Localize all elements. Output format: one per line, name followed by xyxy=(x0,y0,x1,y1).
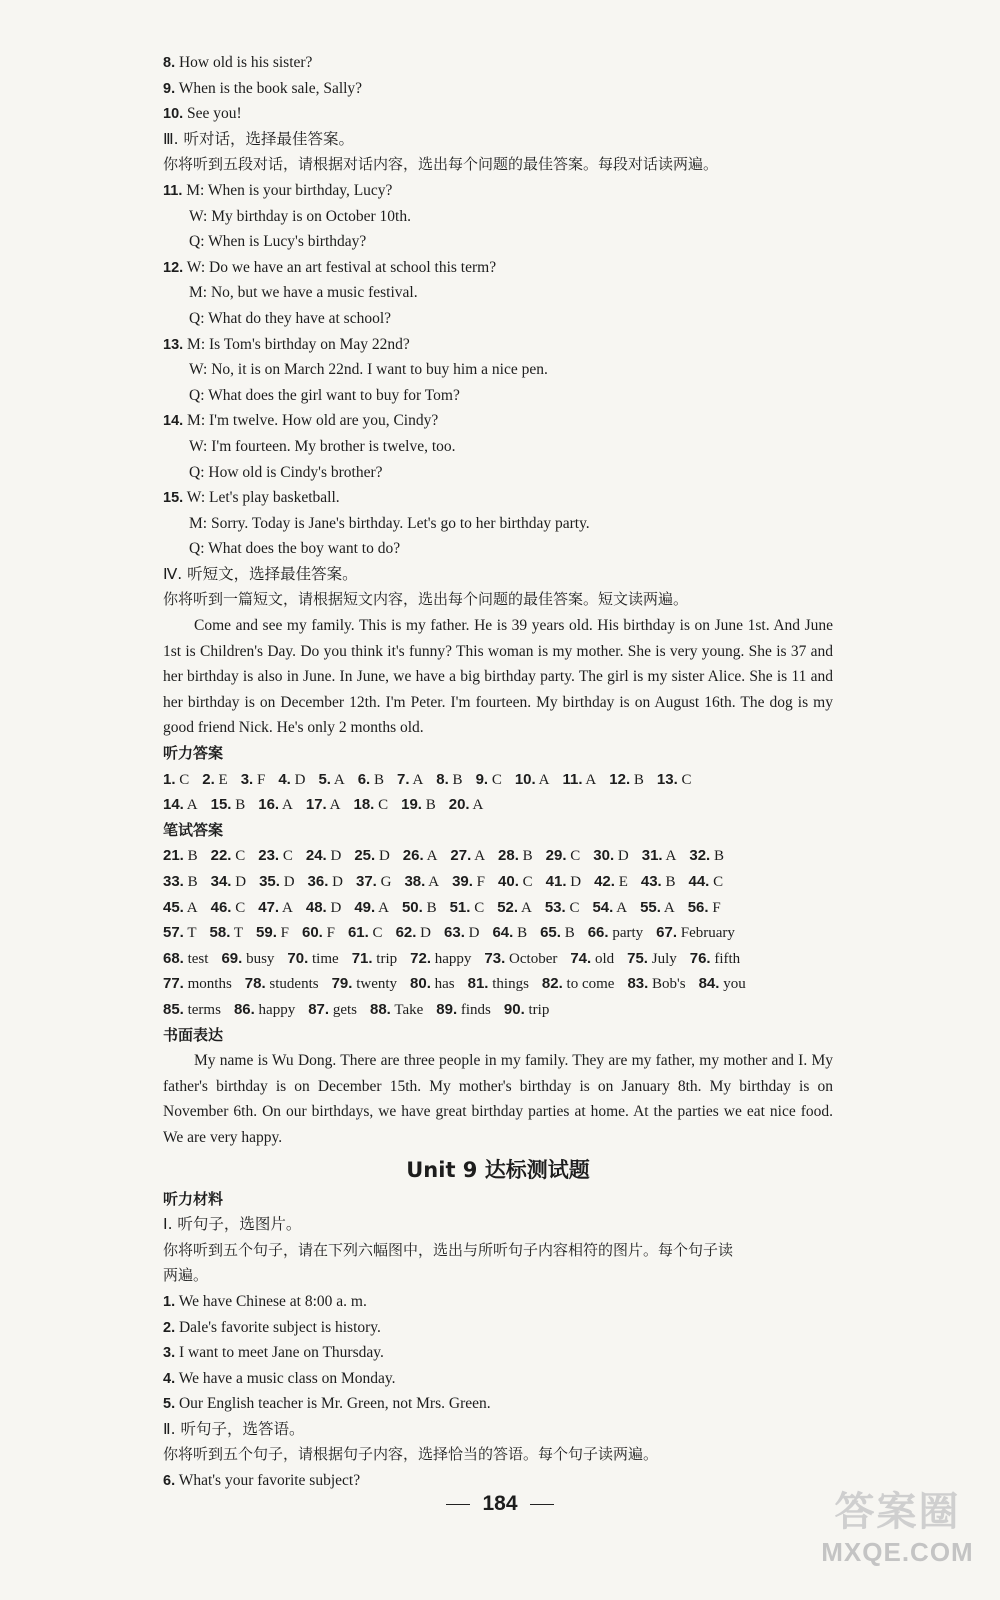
answer-item: 77. months xyxy=(163,975,232,993)
answer-item: 44. C xyxy=(688,873,724,890)
answer-item: 52. A xyxy=(497,898,532,916)
unit9-section-2-instructions: 你将听到五个句子，请根据句子内容，选择恰当的答语。每个句子读两遍。 xyxy=(163,1445,659,1464)
answer-item: 61. C xyxy=(347,924,383,942)
answer-item: 26. A xyxy=(402,847,438,865)
answer-item: 4. D xyxy=(278,770,306,788)
answer-item: 27. A xyxy=(450,847,486,865)
sentence: 3. I want to meet Jane on Thursday. xyxy=(163,1344,384,1362)
unit9-section-1-heading: Ⅰ. 听句子，选图片。 xyxy=(163,1215,302,1234)
answer-item: 24. D xyxy=(305,847,342,865)
answer-item: 38. A xyxy=(404,873,440,890)
writing-heading: 书面表达 xyxy=(163,1025,224,1044)
dialog: 14. M: I'm twelve. How old are you, Cindy? W: I'm fourteen. My brother is twelve, too. Q: How old is Cindy's brother? xyxy=(163,412,456,481)
answer-item: 90. trip xyxy=(503,1000,550,1018)
listening-answers xyxy=(163,767,833,818)
sentence: 1. We have Chinese at 8:00 a. m. xyxy=(163,1292,367,1310)
top-lines xyxy=(163,50,833,127)
dialog: 13. M: Is Tom's birthday on May 22nd? W: No, it is on March 22nd. I want to buy him a nice pen. Q: What does the girl want to buy for Tom? xyxy=(163,335,548,404)
answer-item: 79. twenty xyxy=(331,975,398,993)
answer-item: 29. C xyxy=(545,847,581,865)
answer-item: 3. F xyxy=(240,770,266,788)
answer-item: 31. A xyxy=(641,847,677,865)
answer-item: 1. C xyxy=(163,770,190,788)
listening-answers-heading: 听力答案 xyxy=(163,744,224,763)
answer-item: 15. B xyxy=(210,796,246,814)
answer-item: 21. B xyxy=(163,847,198,865)
question-line: 8. How old is his sister? xyxy=(163,54,313,71)
answer-item: 88. Take xyxy=(370,1000,424,1018)
answer-item: 63. D xyxy=(444,924,480,942)
answer-item: 5. A xyxy=(318,770,345,788)
sentence: 4. We have a music class on Monday. xyxy=(163,1369,396,1387)
answer-item: 19. B xyxy=(401,796,436,814)
answer-item: 18. C xyxy=(353,796,389,814)
answer-item: 40. C xyxy=(498,873,533,890)
answer-item: 30. D xyxy=(593,847,629,865)
answer-item: 14. A xyxy=(163,796,198,814)
answer-item: 86. happy xyxy=(233,1000,296,1018)
answer-item: 35. D xyxy=(259,873,295,890)
answer-item: 9. C xyxy=(475,770,502,788)
answer-item: 28. B xyxy=(498,847,533,865)
answer-item: 57. T xyxy=(163,924,197,942)
answer-item: 36. D xyxy=(307,873,343,890)
answer-item: 42. E xyxy=(594,873,628,890)
answer-item: 8. B xyxy=(436,770,463,788)
answer-item: 13. C xyxy=(656,770,692,788)
section-4-heading: Ⅳ. 听短文，选择最佳答案。 xyxy=(163,564,358,583)
section-3-instructions: 你将听到五段对话，请根据对话内容，选出每个问题的最佳答案。每段对话读两遍。 xyxy=(163,155,719,174)
answer-item: 56. F xyxy=(687,898,721,916)
answer-item: 23. C xyxy=(258,847,293,865)
answer-item: 59. F xyxy=(256,924,289,942)
sentence: 6. What's your favorite subject? xyxy=(163,1472,361,1490)
answer-item: 7. A xyxy=(397,770,424,788)
answer-item: 12. B xyxy=(609,770,644,788)
answer-item: 43. B xyxy=(640,873,676,890)
answer-item: 81. things xyxy=(467,975,529,993)
answer-item: 32. B xyxy=(689,847,724,865)
answer-item: 41. D xyxy=(545,873,582,890)
answer-item: 62. D xyxy=(395,924,432,942)
answer-item: 51. C xyxy=(449,898,485,916)
answer-item: 47. A xyxy=(258,898,293,916)
answer-row xyxy=(163,895,833,921)
answer-item: 10. A xyxy=(514,770,550,788)
answer-item: 75. July xyxy=(627,949,677,967)
answer-row xyxy=(163,946,833,972)
answer-item: 17. A xyxy=(305,796,341,814)
answer-row xyxy=(163,869,833,895)
answer-item: 53. C xyxy=(544,898,580,916)
answer-item: 55. A xyxy=(640,898,675,916)
answer-item: 76. fifth xyxy=(689,949,741,967)
answer-item: 80. has xyxy=(410,975,455,993)
answer-item: 34. D xyxy=(210,873,247,890)
answer-item: 6. B xyxy=(357,770,384,788)
answer-item: 70. time xyxy=(287,949,339,967)
written-answers-heading: 笔试答案 xyxy=(163,820,224,839)
answer-item: 54. A xyxy=(592,898,628,916)
dialog: 12. W: Do we have an art festival at school this term? M: No, but we have a music festival. Q: What do they have at school? xyxy=(163,258,497,327)
answer-row xyxy=(163,971,833,997)
answer-item: 68. test xyxy=(163,949,209,967)
answer-item: 22. C xyxy=(210,847,246,865)
written-answers xyxy=(163,843,833,1022)
answer-item: 73. October xyxy=(484,949,558,967)
answer-item: 72. happy xyxy=(410,949,472,967)
answer-item: 78. students xyxy=(244,975,319,993)
answer-item: 71. trip xyxy=(351,949,398,967)
answer-item: 11. A xyxy=(562,770,597,788)
unit-title: Unit 9 达标测试题 xyxy=(406,1157,590,1182)
dialog: 11. M: When is your birthday, Lucy? W: My birthday is on October 10th. Q: When is Lucy's birthday? xyxy=(163,181,411,251)
listening-passage: Come and see my family. This is my father. He is 39 years old. His birthday is on June 1st. And June 1st is Children's Day. Do you think it's funny? This woman is my mother. She is very young. She is 37 and her birthday is also in June. In June, we have a big birthday party. The girl is my sister Alice. She is 11 and her birthday is on December 12th. I'm Peter. I'm fourteen. My birthday is on August 16th. The dog is my good friend Nick. He's only 2 months old. xyxy=(163,617,833,737)
sentence: 5. Our English teacher is Mr. Green, not Mrs. Green. xyxy=(163,1395,491,1413)
answer-item: 46. C xyxy=(210,898,246,916)
section-4-instructions: 你将听到一篇短文，请根据短文内容，选出每个问题的最佳答案。短文读两遍。 xyxy=(163,590,689,609)
watermark-logo xyxy=(815,1480,980,1575)
answer-row xyxy=(163,767,833,793)
answer-item: 37. G xyxy=(355,873,392,890)
answer-row xyxy=(163,997,833,1023)
answer-row xyxy=(163,920,833,946)
answer-item: 2. E xyxy=(202,770,228,788)
answer-row xyxy=(163,843,833,869)
writing-passage: My name is Wu Dong. There are three people in my family. They are my father, my mother and I. My father's birthday is on December 15th. My mother's birthday is on January 8th. My birthday is on November 6th. On our birthdays, we have great birthday parties at home. At the parties we eat nice food. We are very happy. xyxy=(163,1052,833,1146)
answer-item: 58. T xyxy=(209,924,244,942)
answer-item: 69. busy xyxy=(221,949,275,967)
answer-item: 45. A xyxy=(163,898,198,916)
watermark-url: MXQE.COM xyxy=(821,1537,974,1567)
answer-row xyxy=(163,792,833,818)
section-3-heading: Ⅲ. 听对话，选择最佳答案。 xyxy=(163,129,355,148)
listening-materials-heading: 听力材料 xyxy=(163,1189,224,1208)
answer-item: 50. B xyxy=(401,898,437,916)
answer-item: 87. gets xyxy=(308,1000,357,1018)
answer-item: 65. B xyxy=(540,924,575,942)
question-line: 9. When is the book sale, Sally? xyxy=(163,79,363,97)
answer-item: 33. B xyxy=(163,873,198,890)
page-content xyxy=(163,50,833,1494)
answer-item: 74. old xyxy=(570,949,615,967)
answer-item: 20. A xyxy=(448,796,484,814)
dialog-list xyxy=(163,178,833,562)
answer-item: 66. party xyxy=(587,924,644,942)
answer-item: 85. terms xyxy=(163,1000,221,1018)
answer-item: 84. you xyxy=(698,975,746,993)
unit9-section-1-instructions: 你将听到五个句子，请在下列六幅图中，选出与所听句子内容相符的图片。每个句子读 两遍。 xyxy=(163,1240,734,1285)
answer-item: 49. A xyxy=(354,898,389,916)
answer-item: 83. Bob's xyxy=(627,975,686,993)
answer-item: 60. F xyxy=(301,924,335,942)
dialog: 15. W: Let's play basketball. M: Sorry. Today is Jane's birthday. Let's go to her birthday party. Q: What does the boy want to do? xyxy=(163,489,590,558)
answer-item: 82. to come xyxy=(541,975,615,993)
answer-item: 64. B xyxy=(492,924,528,942)
answer-item: 67. February xyxy=(656,924,735,942)
watermark-text: 答案圈 xyxy=(834,1490,961,1534)
answer-item: 25. D xyxy=(354,847,390,865)
sentence: 2. Dale's favorite subject is history. xyxy=(163,1318,381,1336)
question-line: 10. See you! xyxy=(163,105,242,123)
answer-item: 89. finds xyxy=(436,1000,491,1018)
answer-item: 16. A xyxy=(258,796,293,814)
sentence-list xyxy=(163,1289,833,1417)
unit9-section-2-heading: Ⅱ. 听句子，选答语。 xyxy=(163,1419,305,1438)
answer-item: 39. F xyxy=(452,873,486,890)
page-number: 184 xyxy=(0,1492,1000,1516)
answer-item: 48. D xyxy=(305,898,342,916)
